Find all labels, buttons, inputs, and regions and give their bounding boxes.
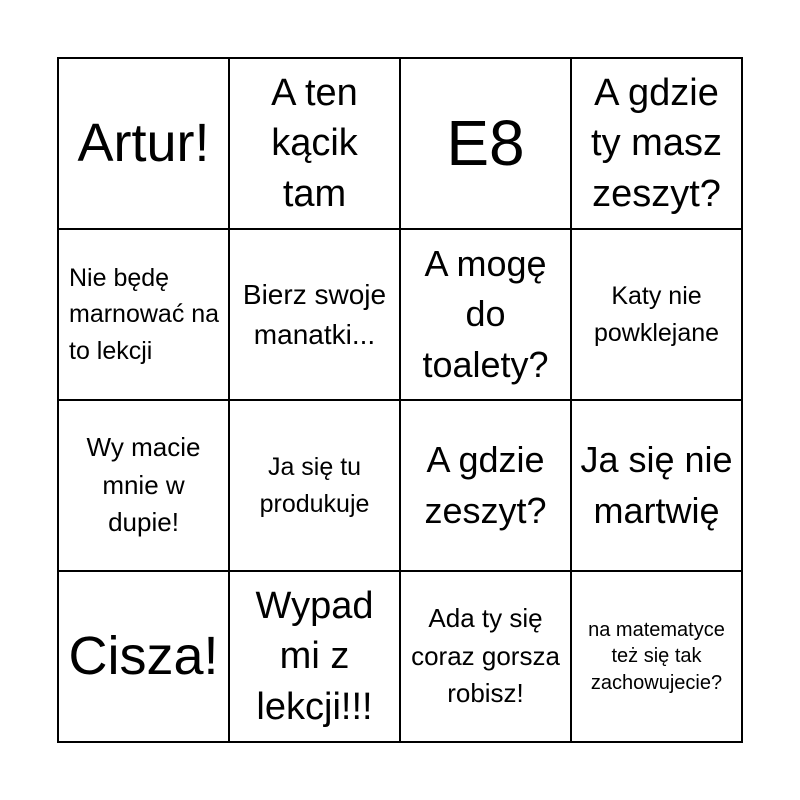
bingo-cell[interactable] [401, 230, 572, 401]
bingo-cell[interactable] [401, 401, 572, 572]
cell-text: Katy nie powklejane [593, 282, 720, 347]
bingo-cell[interactable] [401, 572, 572, 743]
cell-text: Ada ty się coraz gorsza robisz! [411, 602, 560, 709]
cell-text: Nie będę marnować na to lekcji [69, 264, 220, 365]
cell-text: A ten kącik tam [271, 72, 358, 215]
cell-text: Wy macie mnie w dupie! [86, 431, 201, 538]
cell-text: na matematyce też się tak zachowujecie? [588, 618, 725, 694]
cell-text: Wypad mi z lekcji!!! [255, 585, 374, 728]
cell-text: A gdzie zeszyt? [424, 439, 547, 531]
bingo-cell[interactable] [401, 59, 572, 230]
cell-text: Artur! [77, 113, 210, 174]
bingo-cell[interactable] [572, 401, 743, 572]
cell-text: Bierz swoje manatki... [242, 279, 387, 350]
bingo-cell[interactable] [230, 230, 401, 401]
cell-text: Cisza! [68, 626, 219, 687]
bingo-cell[interactable] [59, 401, 230, 572]
bingo-cell[interactable] [230, 59, 401, 230]
bingo-cell[interactable] [572, 572, 743, 743]
cell-text: E8 [446, 106, 525, 179]
bingo-cell[interactable] [230, 572, 401, 743]
bingo-cell[interactable] [59, 230, 230, 401]
bingo-cell[interactable] [59, 59, 230, 230]
cell-text: Ja się nie martwię [580, 439, 733, 531]
cell-text: Ja się tu produkuje [259, 453, 370, 518]
cell-text: A gdzie ty masz zeszyt? [591, 72, 722, 215]
cell-text: A mogę do toalety? [422, 242, 549, 385]
bingo-cell[interactable] [572, 59, 743, 230]
bingo-cell[interactable] [59, 572, 230, 743]
bingo-board [57, 57, 743, 743]
bingo-cell[interactable] [230, 401, 401, 572]
bingo-cell[interactable] [572, 230, 743, 401]
